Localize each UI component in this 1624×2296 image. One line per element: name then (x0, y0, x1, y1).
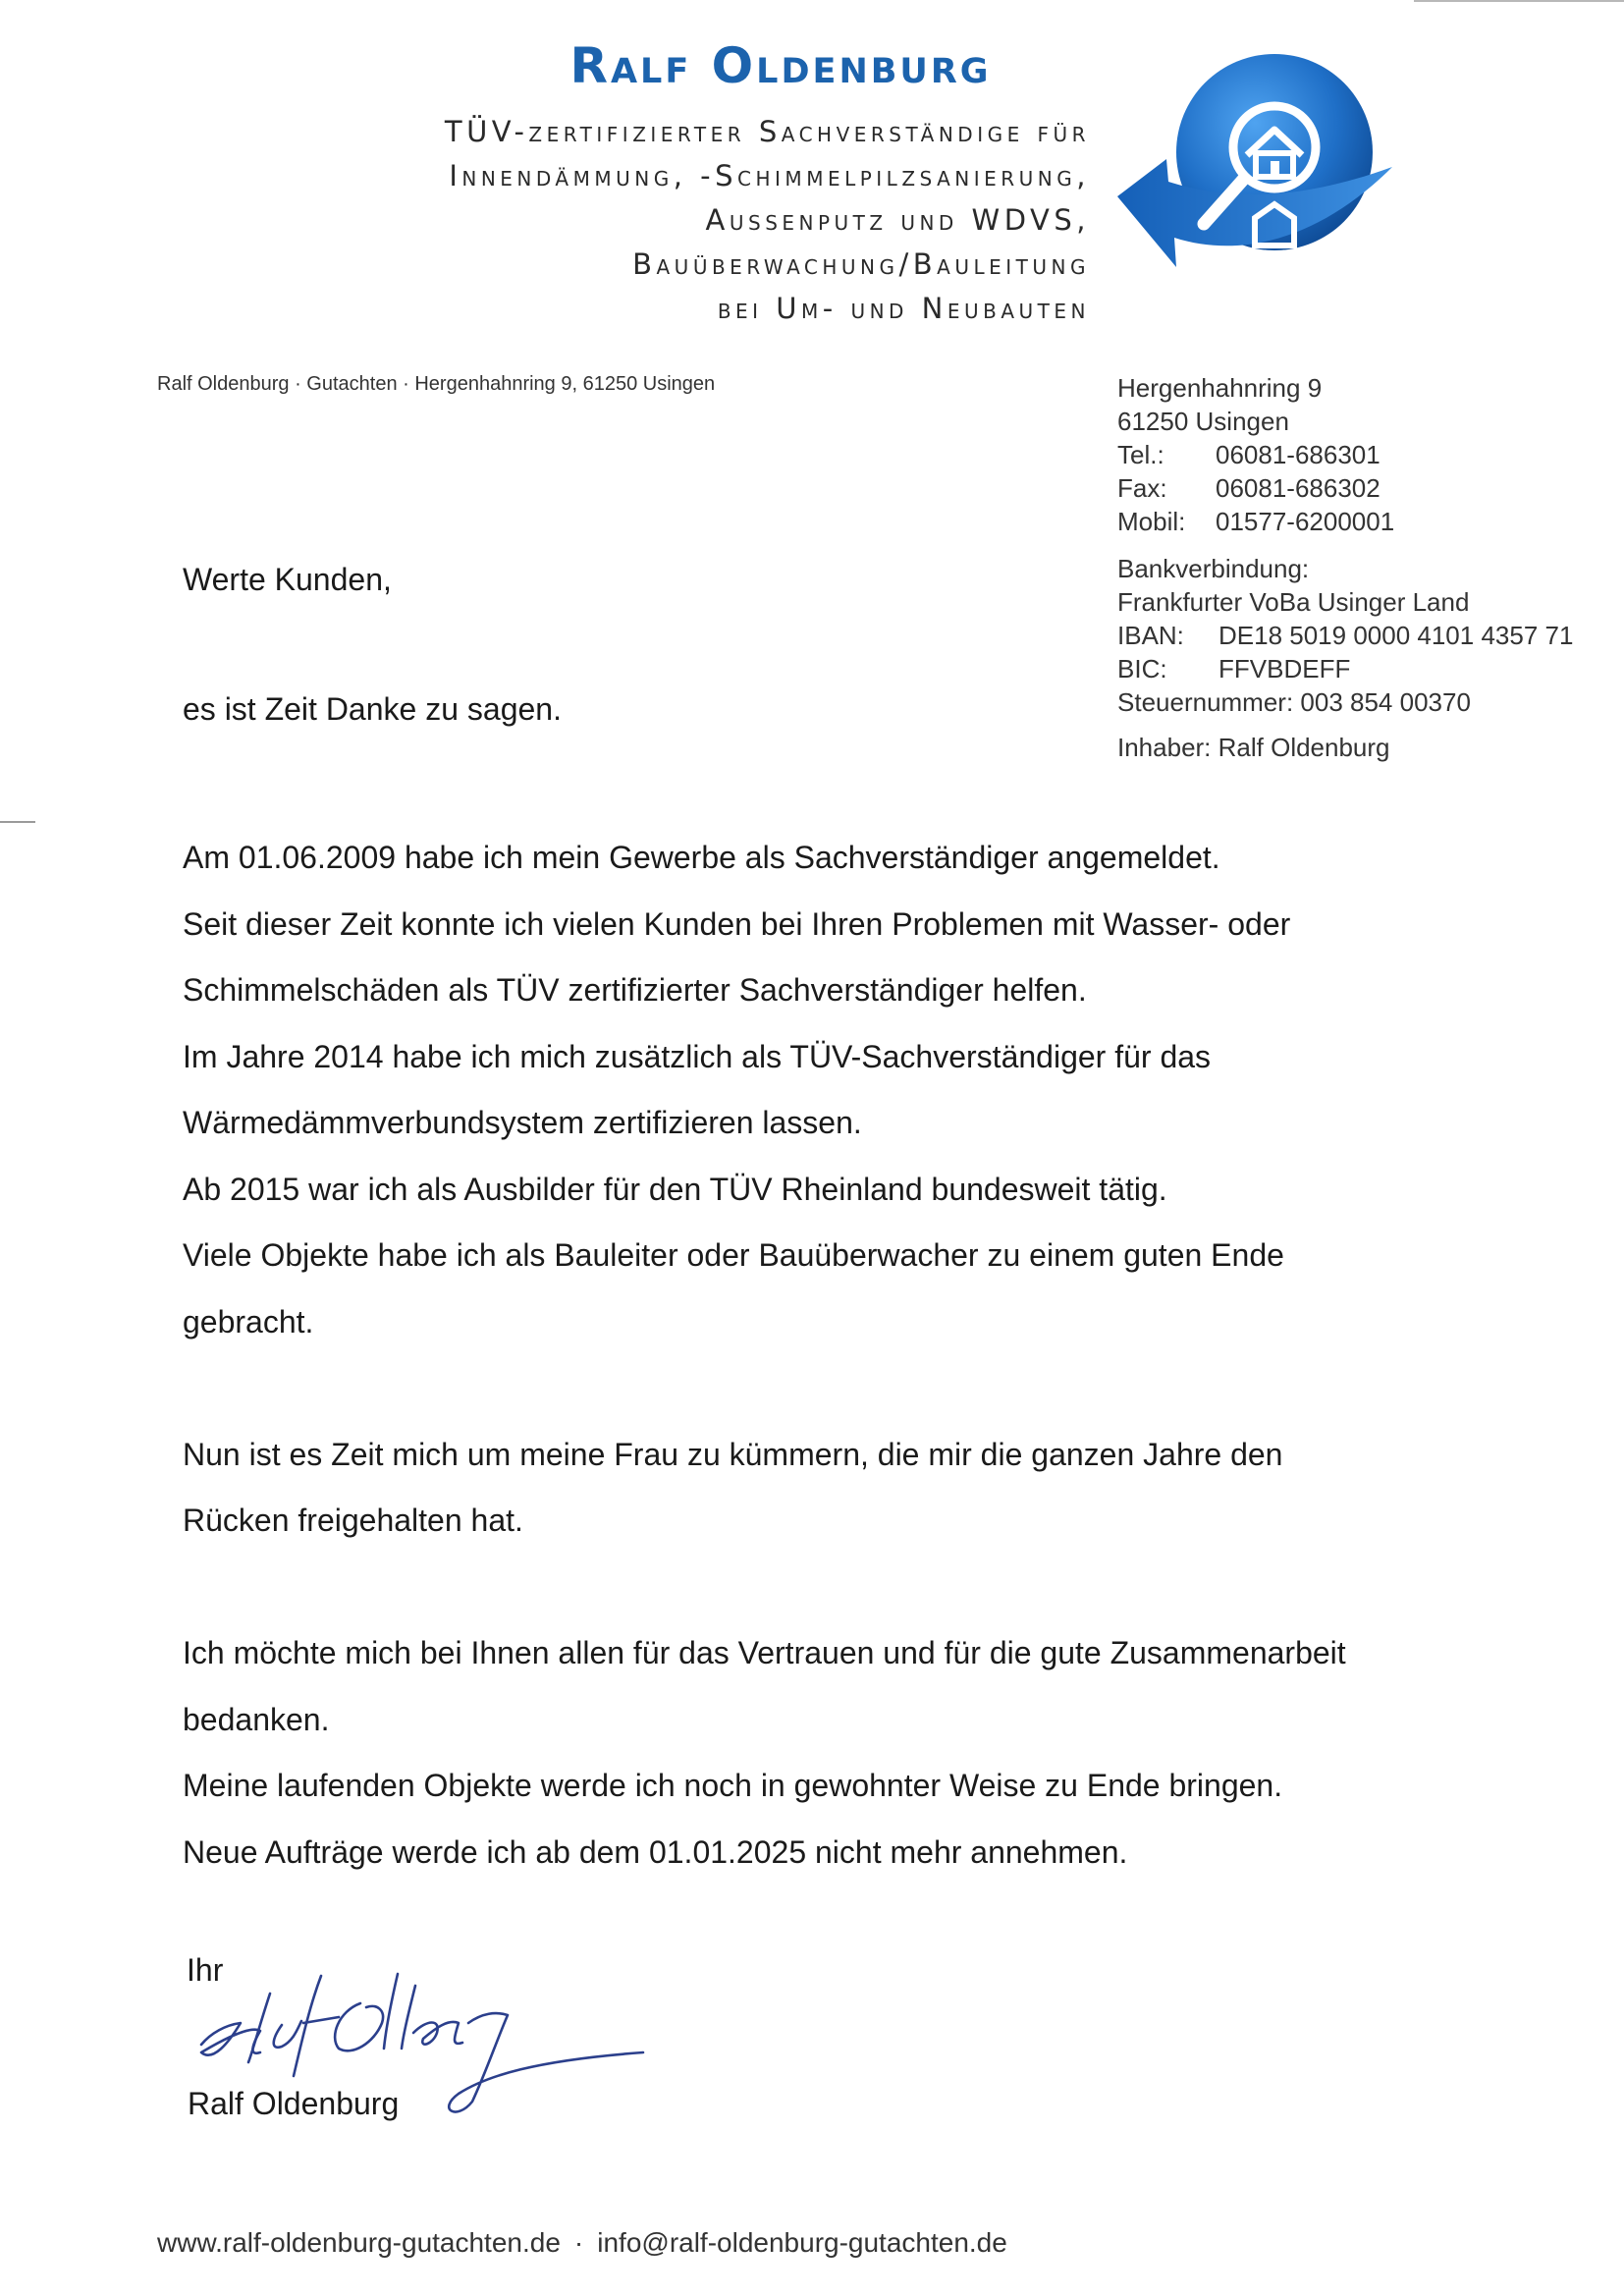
fax-label: Fax: (1117, 473, 1167, 503)
signature-name: Ralf Oldenburg (188, 2086, 400, 2121)
page-footer (157, 2227, 1007, 2259)
body-line: Schimmelschäden als TÜV zertifizierter Sachverständiger helfen. (183, 972, 1087, 1008)
return-address: Ralf Oldenburg · Gutachten · Hergenhahnring 9, 61250 Usingen (157, 373, 716, 395)
iban-value: DE18 5019 0000 4101 4357 71 (1218, 621, 1574, 650)
tagline-line: Bauüberwachung/Bauleitung (632, 247, 1090, 281)
bank-name: Frankfurter VoBa Usinger Land (1117, 587, 1470, 617)
body-line: Neue Aufträge werde ich ab dem 01.01.2025 nicht mehr annehmen. (183, 1833, 1128, 1870)
letterhead-tagline (147, 110, 1090, 331)
bic-label: BIC: (1117, 654, 1167, 683)
body-line: Wärmedämmverbundsystem zertifizieren lassen. (183, 1105, 862, 1140)
tagline-line: Aussenputz und WDVS, (705, 203, 1090, 237)
body-line: Ab 2015 war ich als Ausbilder für den TÜV Rheinland bundesweit tätig. (183, 1171, 1167, 1207)
body-line: Seit dieser Zeit konnte ich vielen Kunden bei Ihren Problemen mit Wasser- oder (183, 905, 1291, 942)
mobil-number: 01577-6200001 (1216, 507, 1395, 536)
contact-fax-row (1117, 471, 1608, 505)
bank-bic-row (1117, 652, 1608, 685)
tel-number: 06081-686301 (1216, 440, 1380, 469)
contact-street: Hergenhahnring 9 (1117, 373, 1323, 403)
footer-separator: · (573, 2227, 584, 2258)
letter-greeting: Werte Kunden, (183, 562, 392, 597)
fax-number: 06081-686302 (1216, 473, 1380, 503)
tagline-line: TÜV-zertifizierter Sachverständige für (444, 115, 1090, 148)
footer-email-link[interactable]: info@ralf-oldenburg-gutachten.de (597, 2227, 1007, 2258)
tel-label: Tel.: (1117, 440, 1164, 469)
body-line: Ich möchte mich bei Ihnen allen für das Vertrauen und für die gute Zusammenarbeit (183, 1635, 1346, 1670)
body-line: Meine laufenden Objekte werde ich noch in gewohnter Weise zu Ende bringen. (183, 1768, 1283, 1803)
letterhead-name: Ralf Oldenburg (569, 37, 992, 94)
body-line: Am 01.06.2009 habe ich mein Gewerbe als Sachverständiger angemeldet. (183, 840, 1220, 875)
tagline-line: Innendämmung, -Schimmelpilzsanierung, (449, 159, 1090, 192)
iban-label: IBAN: (1117, 621, 1184, 650)
scan-edge-mark (1414, 0, 1624, 2)
tax-number: Steuernummer: 003 854 00370 (1117, 687, 1471, 717)
bank-title: Bankverbindung: (1117, 554, 1310, 583)
body-line: gebracht. (183, 1303, 314, 1339)
body-line: Im Jahre 2014 habe ich mich zusätzlich als TÜV-Sachverständiger für das (183, 1038, 1212, 1074)
body-line: bedanken. (183, 1701, 330, 1737)
owner: Inhaber: Ralf Oldenburg (1117, 733, 1390, 762)
contact-info-block (1117, 371, 1608, 764)
house-magnifier-logo-icon (1098, 49, 1422, 295)
bank-iban-row (1117, 619, 1608, 652)
body-line: Nun ist es Zeit mich um meine Frau zu kümmern, die mir die ganzen Jahre den (183, 1436, 1283, 1472)
body-line: Rücken freigehalten hat. (183, 1503, 523, 1538)
contact-city: 61250 Usingen (1117, 407, 1289, 436)
bic-value: FFVBDEFF (1218, 654, 1351, 683)
tagline-line: bei Um- und Neubauten (717, 292, 1090, 325)
contact-tel-row (1117, 438, 1608, 471)
mobil-label: Mobil: (1117, 507, 1186, 536)
letter-intro: es ist Zeit Danke zu sagen. (183, 691, 562, 727)
footer-website-link[interactable]: www.ralf-oldenburg-gutachten.de (157, 2227, 561, 2258)
fold-mark (0, 821, 35, 823)
contact-mobil-row (1117, 505, 1608, 538)
letter-body (183, 825, 1479, 1886)
letter-closing: Ihr (187, 1952, 224, 1988)
body-line: Viele Objekte habe ich als Bauleiter oder Bauüberwacher zu einem guten Ende (183, 1237, 1284, 1273)
